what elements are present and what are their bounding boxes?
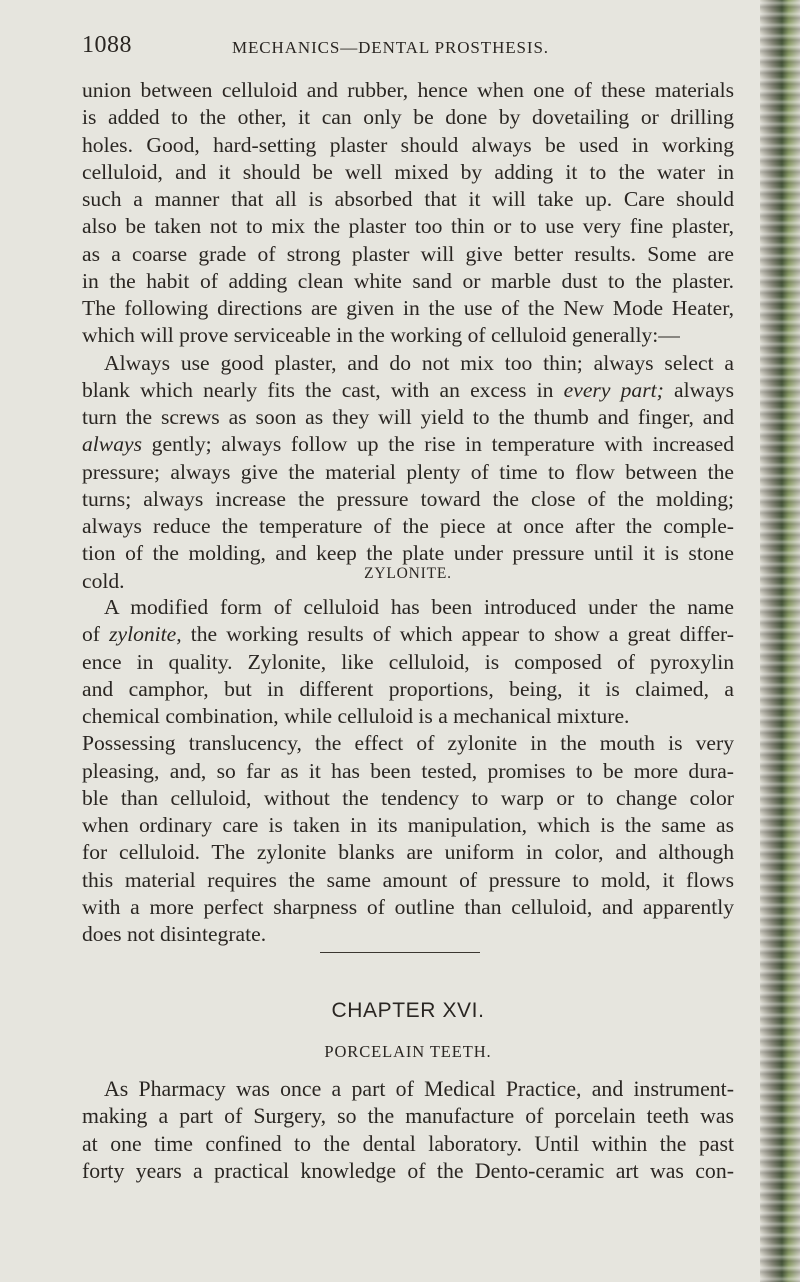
text-line: turn the screws as soon as they will yield to the thumb and finger, and: [82, 405, 734, 429]
emphasis-text: zylonite,: [109, 622, 182, 647]
emphasis-text: every part;: [563, 377, 664, 402]
text-line: does not disintegrate.: [82, 922, 267, 946]
emphasis-text: always: [82, 432, 142, 457]
running-title: MECHANICS—DENTAL PROSTHESIS.: [232, 38, 549, 57]
text-run: blank which nearly fits the cast, with an excess in: [82, 377, 564, 402]
text-line: making a part of Surgery, so the manufacture of porcelain teeth was: [82, 1104, 734, 1129]
text-line: and camphor, but in different proportions, being, it is claimed, a: [82, 676, 734, 701]
text-line: pleasing, and, so far as it has been tested, promises to be more dura-: [82, 758, 734, 783]
text-line: which will prove serviceable in the working of celluloid generally:—: [82, 323, 680, 348]
text-line: also be taken not to mix the plaster too thin or to use very fine plaster,: [82, 214, 734, 239]
section-heading-zylonite: ZYLONITE.: [364, 565, 452, 582]
text-line: union between celluloid and rubber, hence when one of these materials: [82, 78, 734, 102]
text-line: [82, 621, 734, 648]
text-line: Possessing translucency, the effect of zylonite in the mouth is very: [82, 731, 734, 756]
text-line: with a more perfect sharpness of outline than celluloid, and apparently: [82, 894, 734, 919]
text-line: cold.: [82, 568, 125, 593]
paragraph-zylonite: [82, 594, 734, 948]
text-line: ble than celluloid, without the tendency to warp or to change color: [82, 785, 734, 810]
text-run: always: [663, 377, 734, 402]
text-line: ence in quality. Zylonite, like celluloid, is composed of pyroxylin: [82, 649, 734, 674]
text-run: of: [82, 622, 110, 647]
chapter-divider-rule: [320, 952, 480, 953]
chapter-section-title: PORCELAIN TEETH.: [324, 1042, 492, 1061]
text-run: the working results of which appear to show a great differ-: [181, 622, 734, 647]
text-line: tion of the molding, and keep the plate under pressure until it is stone: [82, 541, 734, 566]
text-line: at one time confined to the dental laboratory. Until within the past: [82, 1131, 734, 1156]
text-line: A modified form of celluloid has been introduced under the name: [104, 595, 734, 619]
text-line: celluloid, and it should be well mixed by adding it to the water in: [82, 159, 734, 184]
text-line: chemical combination, while celluloid is a mechanical mixture.: [82, 704, 630, 728]
text-line: turns; always increase the pressure toward the close of the molding;: [82, 486, 734, 511]
text-line: holes. Good, hard-setting plaster should always be used in working: [82, 132, 734, 157]
text-line: The following directions are given in the use of the New Mode Heater,: [82, 296, 734, 320]
text-line: [82, 377, 734, 404]
text-line: for celluloid. The zylonite blanks are uniform in color, and although: [82, 840, 734, 865]
paragraph-porcelain-teeth: [82, 1076, 734, 1185]
page-edge-shadow: [760, 0, 800, 1282]
text-line: when ordinary care is taken in its manipulation, which is the same as: [82, 813, 734, 837]
text-line: in the habit of adding clean white sand or marble dust to the plaster.: [82, 268, 734, 293]
text-line: as a coarse grade of strong plaster will give better results. Some are: [82, 241, 734, 266]
chapter-title: CHAPTER XVI.: [331, 999, 485, 1022]
text-line: is added to the other, it can only be done by dovetailing or drilling: [82, 105, 734, 130]
text-line: always reduce the temperature of the piece at once after the comple-: [82, 514, 734, 538]
text-run: gently; always follow up the rise in temperature with increased: [141, 432, 734, 457]
text-line: Always use good plaster, and do not mix too thin; always select a: [104, 350, 734, 375]
text-line: As Pharmacy was once a part of Medical Practice, and instrument-: [104, 1077, 734, 1101]
page-number: 1088: [82, 32, 132, 58]
text-line: forty years a practical knowledge of the Dento-ceramic art was con-: [82, 1158, 734, 1183]
text-line: [82, 431, 734, 458]
text-line: this material requires the same amount of pressure to mold, it flows: [82, 867, 734, 892]
text-line: such a manner that all is absorbed that it will take up. Care should: [82, 187, 734, 211]
text-line: pressure; always give the material plenty of time to flow between the: [82, 459, 734, 484]
running-head: [82, 32, 732, 60]
